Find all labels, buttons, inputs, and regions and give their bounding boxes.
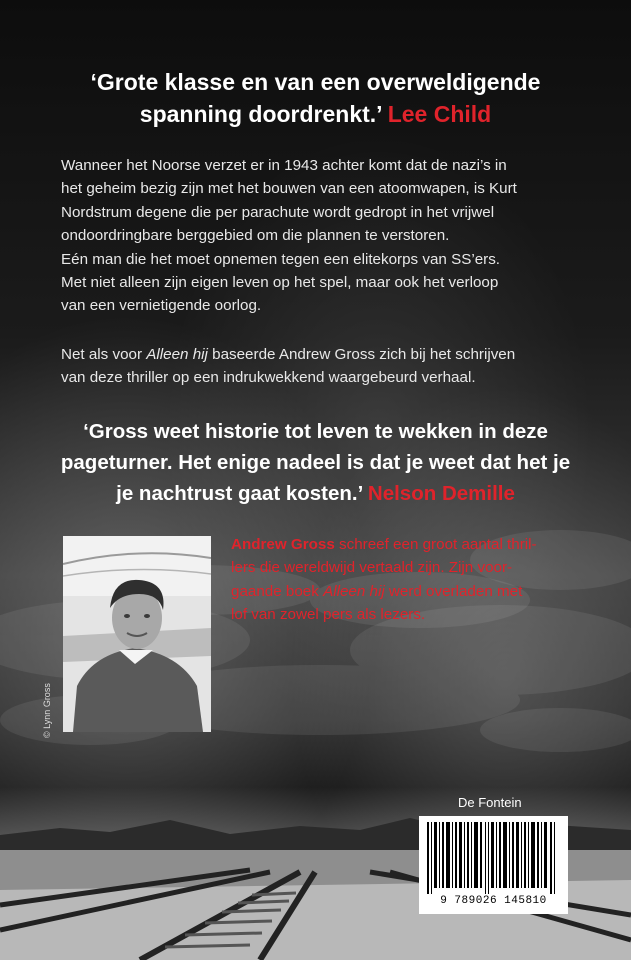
review-quote-lee-child bbox=[40, 66, 591, 130]
author-name: Andrew Gross bbox=[231, 536, 335, 553]
bio-line: lers die wereldwijd vertaald zijn. Zijn voor- bbox=[231, 559, 513, 577]
blurb-line: van een vernietigende oorlog. bbox=[61, 297, 262, 315]
photo-credit: © Lynn Gross bbox=[42, 683, 52, 738]
blurb-line: ondoordringbare berggebied om die plannen te verstoren. bbox=[61, 227, 450, 245]
blurb-line: van deze thriller op een indrukwekkend waargebeurd verhaal. bbox=[61, 369, 476, 387]
blurb-line: Nordstrum degene die per parachute wordt gedropt in het vrijwel bbox=[61, 203, 495, 221]
bio-text: gaande boek bbox=[231, 582, 324, 600]
blurb-line: Met niet alleen zijn eigen leven op het spel, maar ook het verloop bbox=[61, 274, 499, 292]
quote-line: ‘Gross weet historie tot leven te wekken in deze bbox=[83, 420, 548, 443]
isbn-barcode bbox=[419, 816, 568, 914]
author-photo bbox=[63, 536, 211, 732]
book-title-italic: Alleen hij bbox=[146, 346, 208, 363]
bio-line: lof van zowel pers als lezers. bbox=[231, 606, 426, 624]
book-title-italic: Alleen hij bbox=[323, 582, 385, 600]
blurb-line: Eén man die het moet opnemen tegen een elitekorps van SS’ers. bbox=[61, 250, 501, 268]
blurb-line: het geheim bezig zijn met het bouwen van een atoomwapen, is Kurt bbox=[61, 180, 517, 198]
quote-text: ‘Grote klasse en van een overweldigende spanning doordrenkt.’ bbox=[90, 69, 541, 127]
blurb-paragraph-2 bbox=[61, 343, 581, 390]
bio-text: schreef een groot aantal thril- bbox=[334, 536, 537, 553]
quote-line bbox=[40, 478, 591, 509]
barcode-bars bbox=[419, 816, 568, 896]
bio-line bbox=[231, 533, 571, 556]
blurb-paragraph-1 bbox=[61, 154, 581, 318]
review-quote-nelson-demille bbox=[40, 416, 591, 509]
bio-text: werd overladen met bbox=[384, 582, 523, 600]
publisher-name: De Fontein bbox=[458, 795, 522, 810]
blurb-line bbox=[61, 343, 581, 366]
author-portrait-image bbox=[63, 536, 211, 732]
blurb-text: baseerde Andrew Gross zich bij het schrijven bbox=[207, 346, 516, 363]
blurb-text: Net als voor bbox=[61, 346, 147, 363]
quote-author: Nelson Demille bbox=[367, 482, 515, 505]
author-bio bbox=[231, 533, 571, 627]
quote-line: pageturner. Het enige nadeel is dat je weet dat het je bbox=[60, 451, 571, 474]
blurb-line: Wanneer het Noorse verzet er in 1943 achter komt dat de nazi’s in bbox=[61, 157, 507, 174]
isbn-number: 9 789026 145810 bbox=[440, 895, 547, 907]
bio-line bbox=[231, 580, 571, 603]
quote-author: Lee Child bbox=[387, 101, 492, 127]
quote-text: je nachtrust gaat kosten.’ bbox=[116, 482, 363, 505]
